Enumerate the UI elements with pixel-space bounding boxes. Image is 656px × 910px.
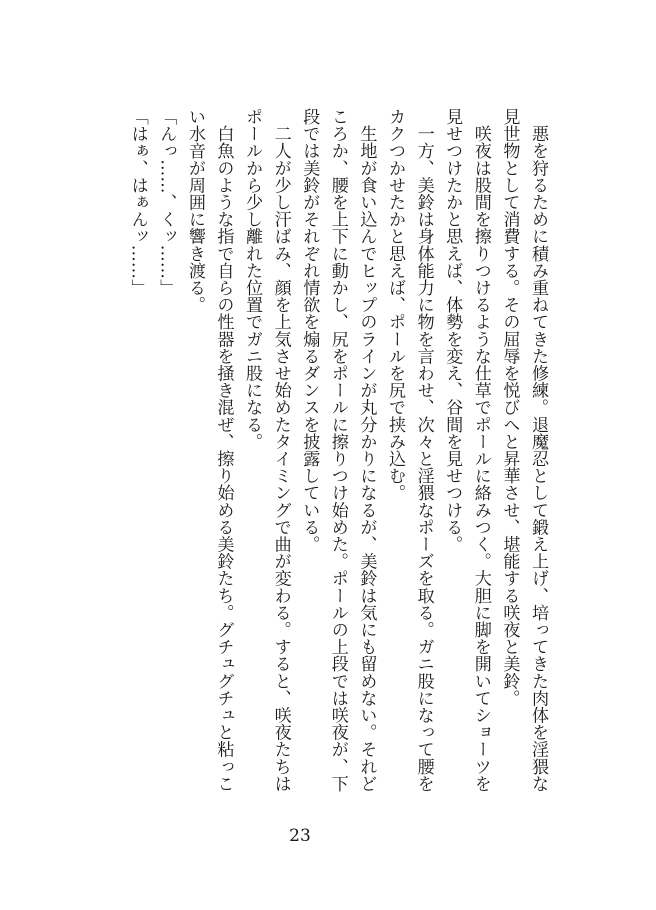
vertical-text-body xyxy=(92,108,552,800)
text-line: 咲夜は股間を擦りつけるような仕草でポールに絡みつく。大胆に脚を開いてショーツを xyxy=(470,108,491,792)
text-line: 段では美鈴がそれぞれ情欲を煽るダンスを披露している。 xyxy=(299,108,320,553)
text-line: 悪を狩るために積み重ねてきた修練。退魔忍として鍛え上げ、培ってきた肉体を淫猥な xyxy=(528,108,548,792)
dialogue-line: 「はぁ、はぁんッ……」 xyxy=(127,108,148,297)
page-number: 23 xyxy=(289,826,311,846)
text-line: 見世物として消費する。その屈辱を悦びへと昇華させ、堪能する咲夜と美鈴。 xyxy=(499,108,520,707)
text-line: 二人が少し汗ばみ、顔を上気させ始めたタイミングで曲が変わる。すると、咲夜たちは xyxy=(270,108,291,792)
text-line: カクつかせたかと思えば、ポールを尻で挟み込む。 xyxy=(385,108,406,502)
dialogue-line: 「んっ……、くッ……」 xyxy=(156,108,177,297)
text-line: ころか、腰を上下に動かし、尻をポールに擦りつけ始めた。ポールの上段では咲夜が、下 xyxy=(327,108,348,792)
text-line: い水音が周囲に響き渡る。 xyxy=(184,108,205,314)
text-line: 一方、美鈴は身体能力に物を言わせ、次々と淫猥なポーズを取る。ガニ股になって腰を xyxy=(413,108,434,792)
text-line: 生地が食い込んでヒップのラインが丸分かりになるが、美鈴は気にも留めない。それど xyxy=(356,108,377,792)
text-line: ポールから少し離れた位置でガニ股になる。 xyxy=(242,108,263,450)
text-line: 見せつけたかと思えば、体勢を変え、谷間を見せつける。 xyxy=(442,108,463,553)
text-line: 白魚のような指で自らの性器を掻き混ぜ、擦り始める美鈴たち。グチュグチュと粘っこ xyxy=(213,108,234,792)
